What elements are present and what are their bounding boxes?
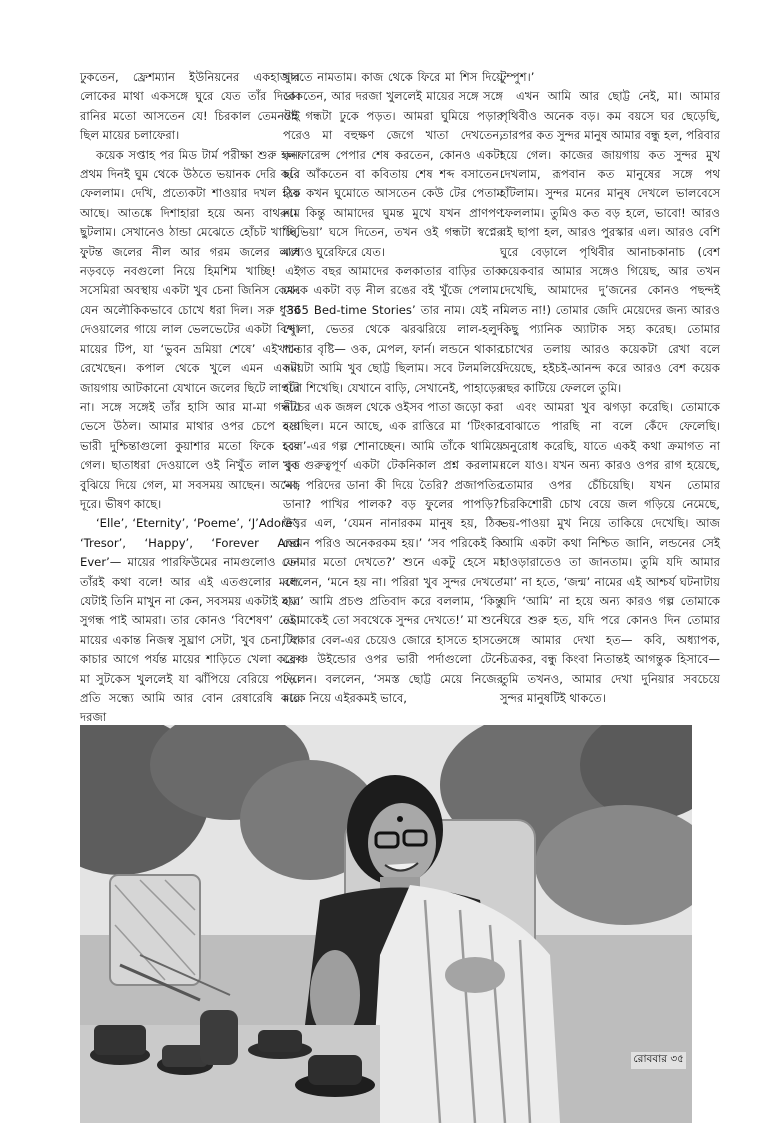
photo-illustration [80,725,692,1123]
paragraph: খুলতে নামতাম। কাজ থেকে ফিরে মা শিস দিয়ে ডাকতেন, আর দরজা খুললেই মায়ের সঙ্গে সঙ্গে ওই গন্ধটা ঢুকে পড়ত। আমরা ঘুমিয়ে পড়ার পরেও মা বহুক্ষণ জেগে খাতা দেখতেন, কনফারেন্স পেপার শেষ করতেন, কোনও একটা ছবি আঁকতেন বা কবিতায় শেষ শব্দ বসাতেন। ঠিক কখন ঘুমোতে আসতেন কেউ টের পেতাম না। কিন্তু আমাদের ঘুমন্ত মুখে যখন প্রাণপণ ‘নিভিয়া’ ঘসে দিতেন, তখন ওই গন্ধটা স্বপ্নের মধ্যেও ঘুরেফিরে যেত। [283,70,503,259]
article-photo [80,725,692,1123]
article-column-1 [80,68,300,728]
article-column-3 [500,68,720,708]
paragraph: ‘Elle’, ‘Eternity’, ‘Poeme’, ‘J’Adore’, ‘Tresor’, ‘Happy’, ‘Forever And Ever’— মায়ের পারফিউমের নামগুলোও যেন তাঁরই কথা বলে! আর এই এতগুলোর মধ্যে যেটাই তিনি মাখুন না কেন, সবসময় একটাই মাত্র সুগন্ধ পাই আমরা। তার কোনও ‘বিশেষণ’ নেই। মায়ের একান্ত নিজস্ব সুঘ্রাণ সেটা, খুব চেনা, যা কাচার আগে পর্যন্ত মায়ের শাড়িতে খেলা করে। মা সুটকেস খুললেই যা ঝাঁপিয়ে বেরিয়ে পড়ে। প্রতি সন্ধ্যে আমি আর বোন রেষারেষি করে দরজা [80,516,300,725]
article-column-2 [283,68,503,708]
paragraph: কয়েক সপ্তাহ পর মিড টার্ম পরীক্ষা শুরু হল। প্রথম দিনই ঘুম থেকে উঠতে ভয়ানক দেরি করে ফেললাম। দেখি, প্রত্যেকটা শাওয়ার দখল হয়ে আছে। আতঙ্কে দিশাহারা হয়ে অন্য বাথরুমে ছুটলাম। সেখানেও ঠান্ডা মেঝেতে হোঁচট খাচ্ছি, ফুটন্ত জলের নীল আর গরম জলের লাল নড়বড়ে নবগুলো নিয়ে হিমশিম খাচ্ছি! এই সসেমিরা অবস্থায় একটা খুব চেনা জিনিস কেমন যেন অলৌকিকভাবে চোখে ধরা দিল। সরু ধুসর দেওয়ালের গায়ে লাল ভেলভেটের একটা বিন্দু। মায়ের টিপ, যা ‘ভুবন ভ্রমিয়া শেষে’ এইখানে রেখেছেন। কপাল থেকে খুলে এমন একটা জায়গায় আটকানো যেখানে জলের ছিটে লাগবে না। সঙ্গে সঙ্গেই তাঁর হাসি আর মা-মা গন্ধটা ভেসে উঠল। আমার মাথার ওপর চেপে বসা ভারী দুশ্চিন্তাগুলো কুয়াশার মতো ফিকে হয়ে গেল। ছাতাধরা দেওয়ালে ওই নিখুঁত লাল বৃত্ত বুঝিয়ে দিয়ে গেল, মা সবসময় আছেন। অনেক দূরে। ভীষণ কাছে। [80,147,300,511]
paragraph: এবং আমরা খুব ঝগড়া করেছি। তোমাকে বোঝাতে পারছি না বলে কেঁদে ফেলেছি। অনুরোধ করেছি, যাতে একই কথা ক্রমাগত না বলে যাও। যখন অন্য কারও ওপর রাগ হয়েছে, তোমার ওপর চেঁচিয়েছি। যখন তোমার চিরকিশোরী চোখ বেয়ে জল গড়িয়ে নেমেছে, ভয়-পাওয়া মুখ নিয়ে তাকিয়ে দেখেছি। আজ আমি একটা কথা নিশ্চিত জানি, লন্ডনের সেই হাওড়ারাতেও তা জানতাম। তুমি যদি আমার ‘মা’ না হতে, ‘জন্ম’ নামের এই আশ্চর্য ঘটনাটায় যদি ‘আমি’ না হয়ে অন্য কারও গল্প তোমাকে ঘিরে শুরু হত, যদি পরে কোনও দিন তোমার সঙ্গে আমার দেখা হত— কবি, অধ্যাপক, চিত্রকর, বন্ধু কিংবা নিতান্তই আগন্তুক হিসাবে— তুমি তখনও, আমার দেখা দুনিয়ার সবচেয়ে সুন্দর মানুষটিই থাকতে। [500,399,720,705]
paragraph: গত বছর আমাদের কলকাতার বাড়ির তাক থেকে একটা বড় নীল রঙের বই খুঁজে পেলাম। ‘365 Bed-time Stories’ তার নাম। যেই না খোলা, ভেতর থেকে ঝরঝরিয়ে লাল-হলুদ পাতার বৃষ্টি— ওক, মেপল, ফার্ন। লন্ডনে থাকার সময়টা আমি খুব ছোট্ট ছিলাম। সবে টলমলিয়ে হাঁটা শিখেছি। যেখানে বাড়ি, সেখানেই, পাহাড়ের নীচের এক জঙ্গল থেকে ওইসব পাতা জড়ো করা হয়েছিল। মনে আছে, এক রাত্তিরে মা ‘টিংকার বেল’-এর গল্প শোনাচ্ছেন। আমি তাঁকে থামিয়ে খুব গুরুত্বপূর্ণ একটা টেকনিকাল প্রশ্ন করলাম। ‘মা, পরিদের ডানা কী দিয়ে তৈরি? প্রজাপতির ডানা? পাখির পালক? বড় ফুলের পাপড়ি?’ উত্তর এল, ‘যেমন নানারকম মানুষ হয়, ঠিক তেমন পরিও অনেকরকম হয়।’ ‘সব পরিকেই কি তোমার মতো দেখতে?’ শুনে একটু হেসে মা বললেন, ‘মনে হয় না। পরিরা খুব সুন্দর দেখতে হয়।’ আমি প্রচণ্ড প্রতিবাদ করে বললাম, ‘কিন্তু তোমাকেই তো সবথেকে সুন্দর দেখতে!’ মা শুনে টিংকার বেল-এর চেয়েও জোরে হাসতে হাসতে ফ্রেঞ্চ উইন্ডোর ওপর ভারী পর্দাগুলো টেনে দিলেন। বললেন, ‘সমস্ত ছোট্ট মেয়ে নিজের মাকে নিয়ে এইরকমই ভাবে, [283,264,503,705]
paragraph: ঢুকতেন, ফ্রেশম্যান ইউনিয়নের একহাজার লোকের মাথা একসঙ্গে ঘুরে যেত তাঁর দিকে। রানির মতো আসতেন যে! চিরকাল তেমনটাই ছিল মায়ের চলাফেরা। [80,70,300,143]
paragraph: এখন আমি আর ছোট্ট নেই, মা। আমার পৃথিবীও অনেক বড়। কম বয়সে ঘর ছেড়েছি, তারপর কত সুন্দর মানুষ আমার বন্ধু হল, পরিবার হয়ে গেল। কাজের জায়গায় কত সুন্দর মুখ দেখলাম, রূপবান কত মানুষের সঙ্গে পথ হাঁটলাম। সুন্দর মনের মানুষ দেখলে ভালবেসে ফেললাম। তুমিও কত বড় হলে, ভাবো! আরও বই ছাপা হল, আরও পুরস্কার এল। আরও বেশি ঘুরে বেড়ালে পৃথিবীর আনাচকানাচ (বেশ কয়েকবার আমার সঙ্গেও গিয়েছ, আর তখন দেখেছি, আমাদের দু’জনের কোনও পছন্দই মিলত না!) তোমার জেদি মেয়েদের জন্য আরও কিছু প্যানিক অ্যাটাক সহ্য করেছ। তোমার চোখের তলায় আরও কয়েকটা রেখা বলে দিয়েছে, হইচই-আনন্দ করে আরও বেশ কয়েক বছর কাটিয়ে ফেললে তুমি। [500,89,720,395]
page-folio: রোববার ৩৫ [631,1052,686,1069]
paragraph: টুম্পুশ।’ [500,70,535,84]
